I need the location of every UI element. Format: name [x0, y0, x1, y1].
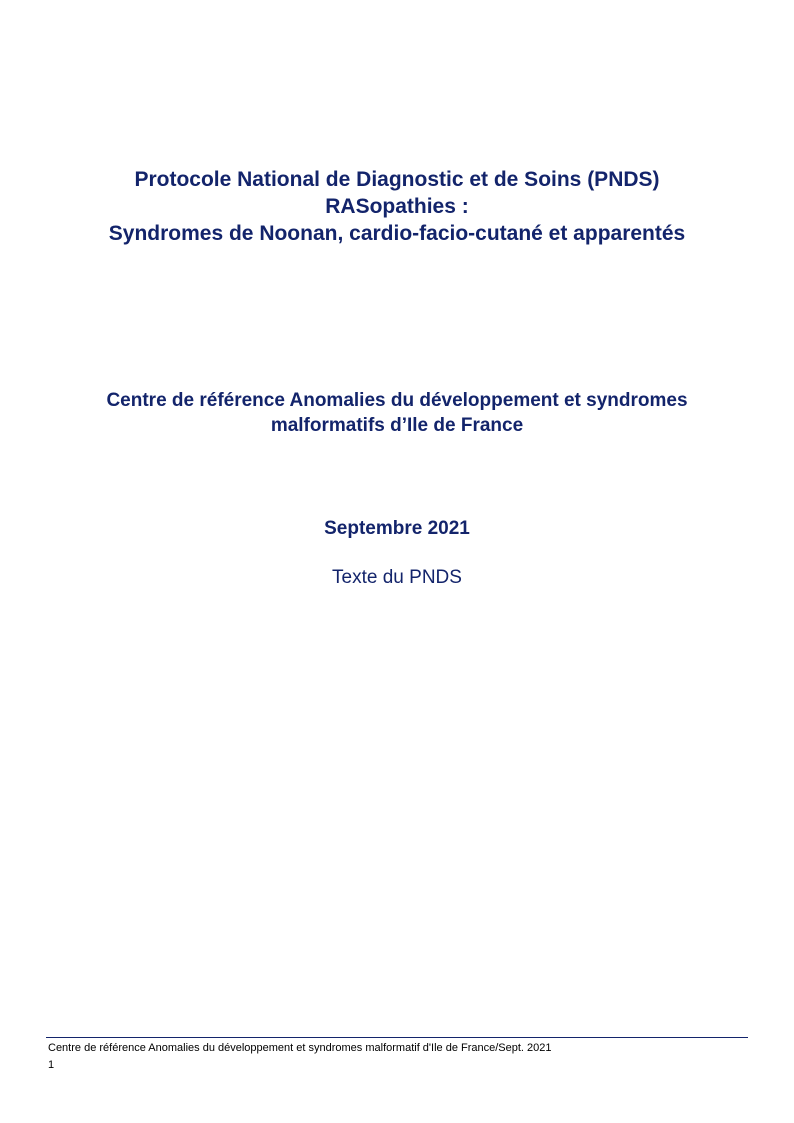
page-number: 1 [48, 1059, 55, 1071]
footer-text: Centre de référence Anomalies du développement et syndromes malformatif d'Ile de France/Sept. 2021 [48, 1042, 552, 1054]
reference-centre [0, 388, 794, 438]
document-subtitle: Texte du PNDS [332, 567, 462, 588]
centre-line-2: malformatifs d’Ile de France [270, 415, 524, 436]
title-line-syndromes: Syndromes de Noonan, cardio-facio-cutané et apparentés [108, 222, 686, 245]
document-title [0, 166, 794, 247]
title-line-protocol: Protocole National de Diagnostic et de Soins (PNDS) [134, 168, 660, 191]
footer-divider [46, 1037, 748, 1038]
centre-line-1: Centre de référence Anomalies du développement et syndromes [106, 390, 688, 411]
title-line-rasopathies: RASopathies : [325, 195, 469, 218]
publication-date: Septembre 2021 [324, 518, 470, 539]
